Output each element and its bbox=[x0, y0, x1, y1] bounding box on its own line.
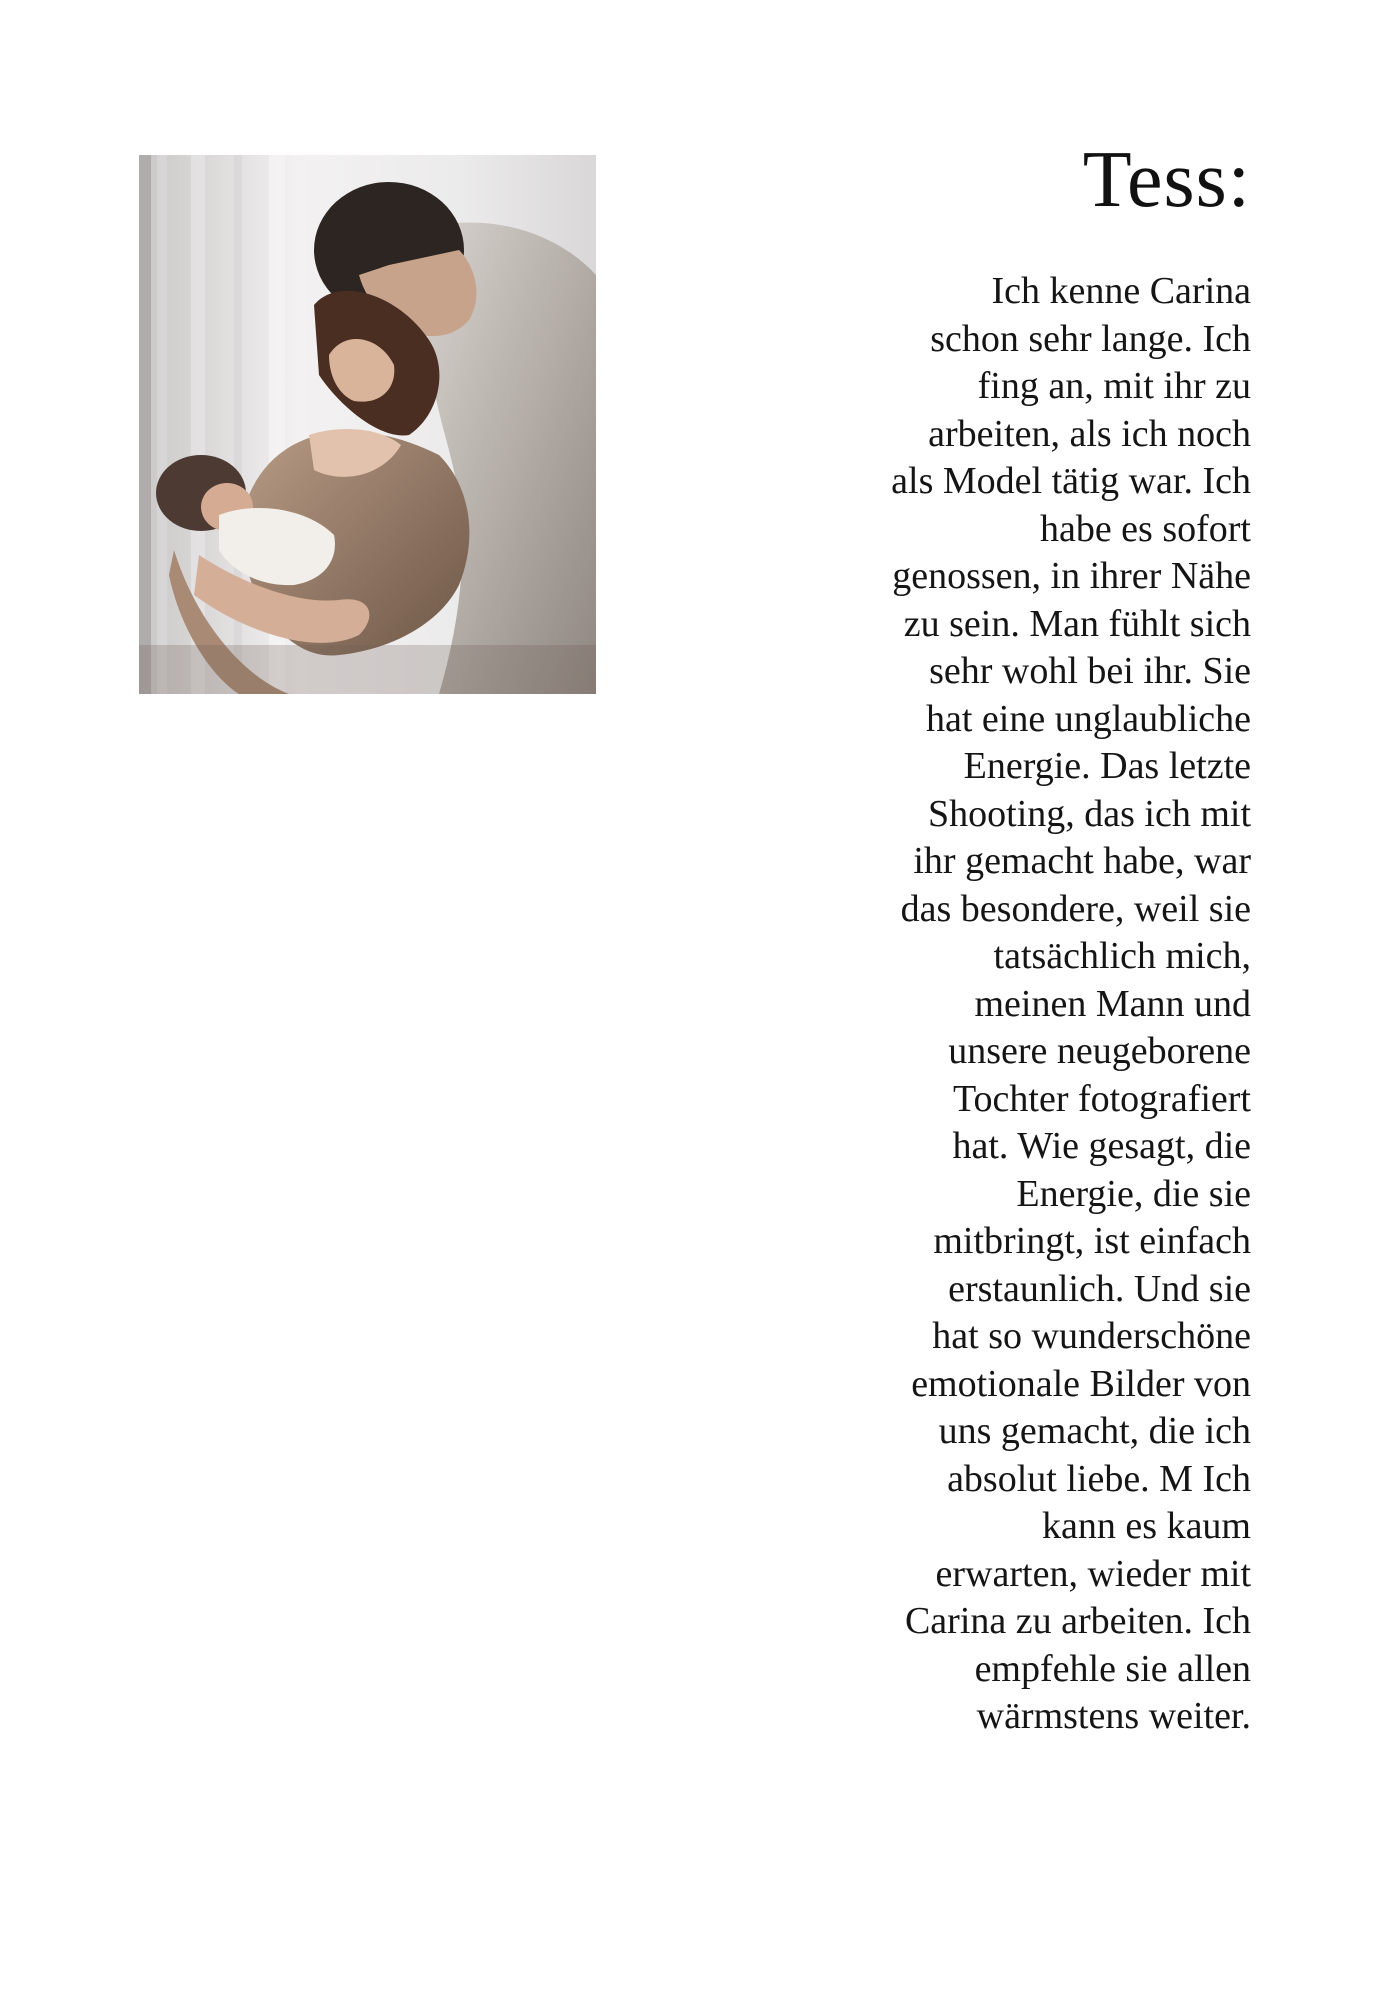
testimonial-line: hat. Wie gesagt, die bbox=[952, 1125, 1251, 1167]
testimonial-line: absolut liebe. M Ich bbox=[947, 1457, 1251, 1500]
testimonial-line: Tochter fotografiert bbox=[952, 1077, 1251, 1120]
testimonial-line: fing an, mit ihr zu bbox=[977, 365, 1251, 407]
testimonial-line: unsere neugeborene bbox=[948, 1030, 1251, 1072]
testimonial-line: Ich kenne Carina bbox=[991, 270, 1251, 312]
testimonial-line: kann es kaum bbox=[1042, 1505, 1251, 1547]
family-photo bbox=[139, 155, 596, 694]
testimonial-line: Energie, die sie bbox=[1016, 1172, 1251, 1215]
testimonial-line: das besondere, weil sie bbox=[900, 887, 1251, 930]
testimonial-line: sehr wohl bei ihr. Sie bbox=[929, 650, 1251, 692]
testimonial-line: hat so wunderschöne bbox=[932, 1315, 1251, 1357]
testimonial-line: erwarten, wieder mit bbox=[935, 1552, 1251, 1595]
testimonial-line: habe es sofort bbox=[1039, 507, 1251, 550]
testimonial-line: erstaunlich. Und sie bbox=[948, 1267, 1251, 1310]
testimonial-line: meinen Mann und bbox=[974, 982, 1251, 1025]
testimonial-line: zu sein. Man fühlt sich bbox=[903, 602, 1251, 645]
testimonial-line: uns gemacht, die ich bbox=[938, 1410, 1251, 1452]
testimonial-line: wärmstens weiter. bbox=[976, 1695, 1251, 1737]
testimonial-line: Carina zu arbeiten. Ich bbox=[904, 1600, 1251, 1642]
testimonial-line: empfehle sie allen bbox=[974, 1647, 1251, 1690]
testimonial-line: arbeiten, als ich noch bbox=[928, 412, 1251, 455]
testimonial-name: Tess: bbox=[1082, 136, 1251, 224]
testimonial-line: genossen, in ihrer Nähe bbox=[892, 555, 1251, 597]
testimonial-line: ihr gemacht habe, war bbox=[913, 840, 1251, 882]
family-photo-illustration bbox=[139, 155, 596, 694]
testimonial-line: mitbringt, ist einfach bbox=[933, 1220, 1251, 1262]
testimonial-text bbox=[831, 268, 1251, 1741]
testimonial-line: Energie. Das letzte bbox=[963, 745, 1251, 787]
testimonial-line: hat eine unglaubliche bbox=[926, 697, 1251, 740]
testimonial-line: als Model tätig war. Ich bbox=[891, 460, 1251, 502]
testimonial-line: Shooting, das ich mit bbox=[928, 792, 1251, 835]
testimonial-line: tatsächlich mich, bbox=[993, 935, 1251, 977]
testimonial-line: emotionale Bilder von bbox=[911, 1362, 1251, 1405]
testimonial-line: schon sehr lange. Ich bbox=[930, 317, 1251, 360]
